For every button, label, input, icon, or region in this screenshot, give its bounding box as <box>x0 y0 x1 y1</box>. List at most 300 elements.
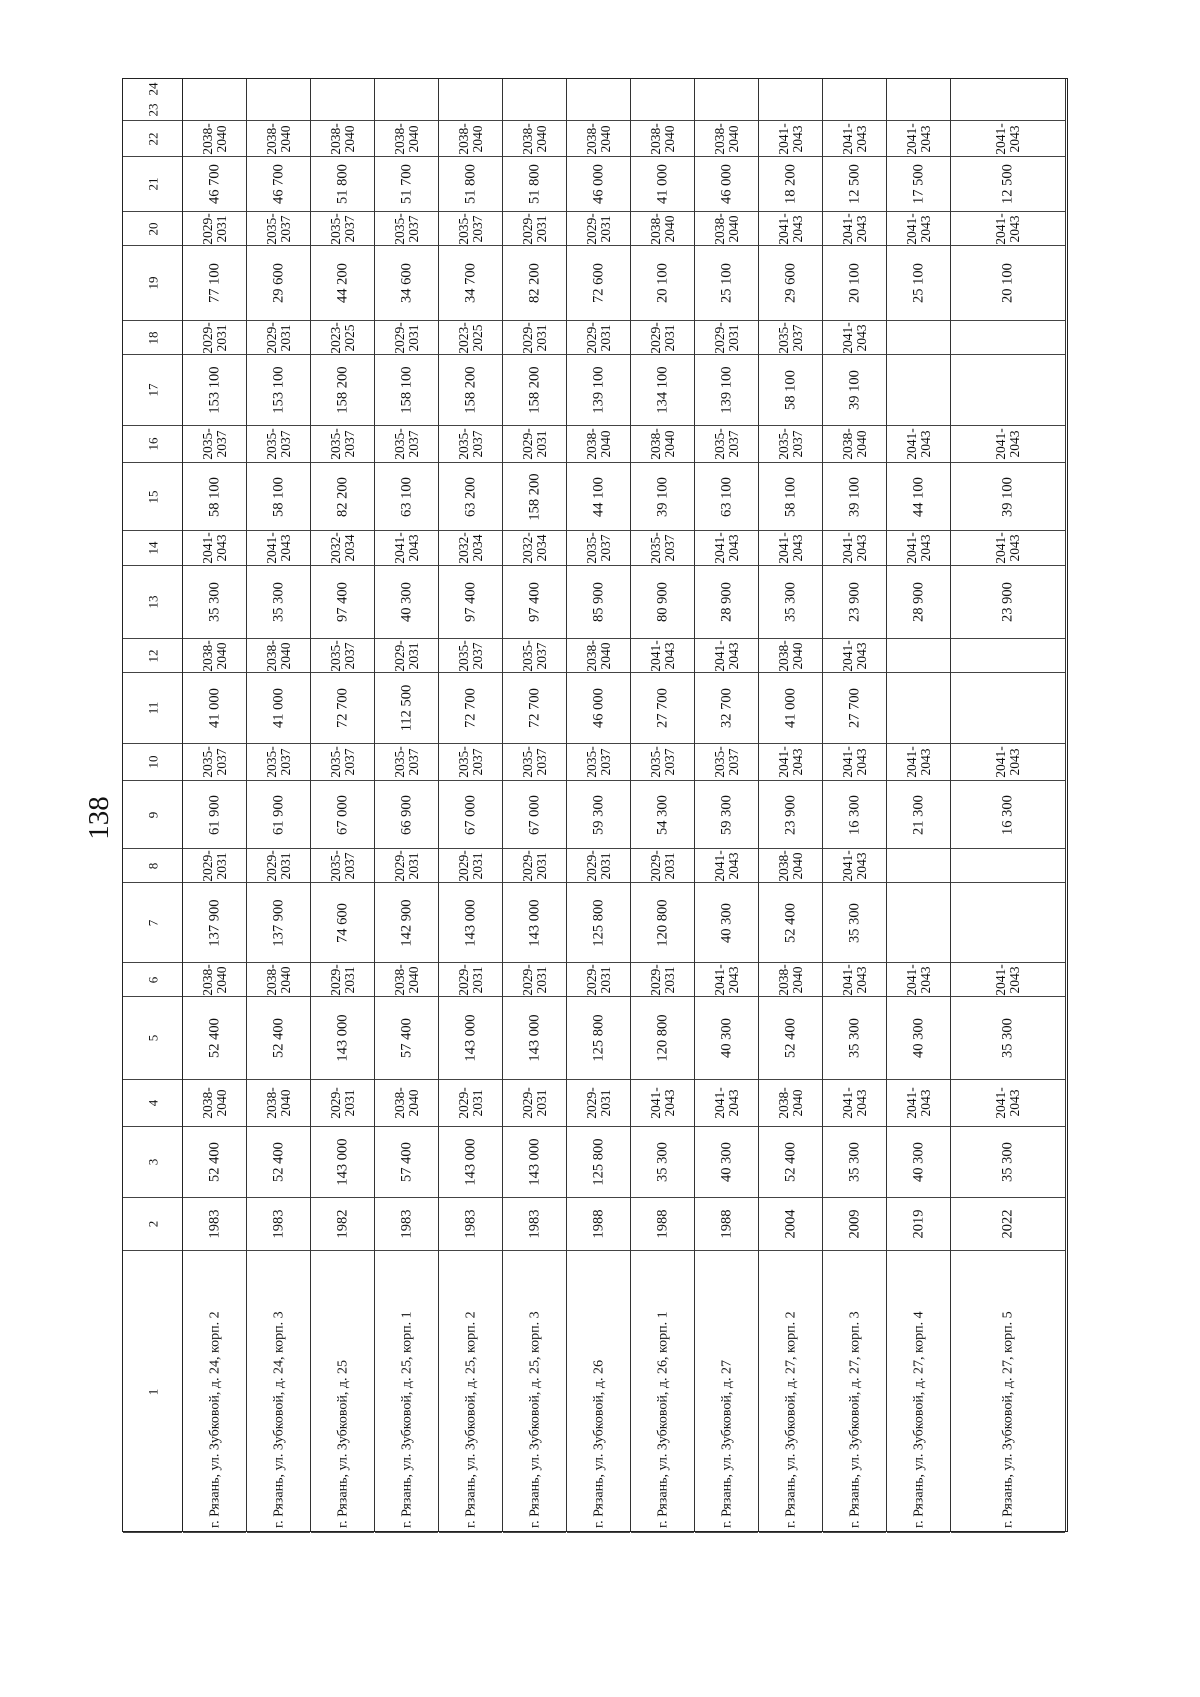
table-cell <box>951 212 1065 246</box>
table-cell <box>759 997 822 1080</box>
table-cell <box>375 321 438 355</box>
cell-value: 40 300 <box>910 1142 926 1182</box>
table-cell <box>439 883 502 963</box>
table-cell <box>823 963 886 997</box>
table-cell <box>695 321 758 355</box>
address-cell <box>887 1251 950 1533</box>
table-cell <box>887 997 950 1080</box>
table-cell <box>247 355 310 426</box>
table-cell <box>695 566 758 639</box>
cell-value: 35 300 <box>999 1142 1016 1182</box>
table-cell <box>695 1080 758 1127</box>
table-cell <box>375 246 438 321</box>
table-cell <box>759 1127 822 1198</box>
table-cell <box>311 355 374 426</box>
table-cell <box>631 1080 694 1127</box>
table-cell <box>375 997 438 1080</box>
cell-value: 2041- 2043 <box>903 122 933 155</box>
cell-value: 85 900 <box>590 582 606 622</box>
table-cell <box>951 79 1065 99</box>
cell-value: 28 900 <box>910 582 926 622</box>
cell-value: 18 200 <box>782 164 798 204</box>
table-cell <box>183 566 246 639</box>
table-cell <box>567 963 630 997</box>
table-cell <box>439 781 502 849</box>
table-cell <box>951 673 1065 744</box>
table-cell <box>695 531 758 566</box>
table-cell <box>247 121 310 157</box>
table-cell <box>887 1198 950 1251</box>
table-cell <box>567 426 630 463</box>
table-cell <box>951 157 1065 212</box>
column-number-cell <box>123 157 182 212</box>
cell-value: 39 100 <box>654 476 670 517</box>
table-cell <box>887 321 950 355</box>
table-cell <box>439 997 502 1080</box>
table-cell <box>311 566 374 639</box>
table-cell <box>631 426 694 463</box>
cell-value: 1983 <box>206 1209 222 1239</box>
table-cell <box>311 781 374 849</box>
table-cell <box>183 639 246 673</box>
column-number: 3 <box>145 1158 160 1166</box>
table-cell <box>695 673 758 744</box>
cell-value: 61 900 <box>270 794 286 835</box>
cell-value: 58 100 <box>782 476 798 517</box>
cell-value: 2038- 2040 <box>647 428 677 460</box>
cell-value: 2041- 2043 <box>993 212 1022 245</box>
cell-value: 2023- 2025 <box>327 321 357 354</box>
column-number: 2 <box>145 1220 160 1228</box>
address-text: г. Рязань, ул. Зубковой, д. 27 <box>719 1359 734 1528</box>
cell-value: 2029- 2031 <box>519 1087 549 1119</box>
column-number: 15 <box>145 490 160 503</box>
table-cell <box>439 321 502 355</box>
cell-value: 2038- 2040 <box>711 212 741 245</box>
cell-value: 2029- 2031 <box>583 212 613 245</box>
table-cell <box>759 781 822 849</box>
table-cell <box>567 99 630 121</box>
cell-value: 29 600 <box>270 263 286 303</box>
column-number-cell <box>123 246 182 321</box>
table-cell <box>695 639 758 673</box>
table-cell <box>887 673 950 744</box>
cell-value: 158 100 <box>398 366 414 414</box>
table-cell <box>311 531 374 566</box>
table-cell <box>183 531 246 566</box>
cell-value: 63 100 <box>718 476 734 517</box>
table-cell <box>439 1198 502 1251</box>
cell-value: 61 900 <box>206 794 222 835</box>
table-row <box>823 79 887 1531</box>
table-cell <box>823 883 886 963</box>
cell-value: 139 100 <box>590 366 606 414</box>
table-cell <box>503 121 566 157</box>
page-number: 138 <box>83 796 115 840</box>
column-number-cell <box>123 426 182 463</box>
table-cell <box>567 355 630 426</box>
table-row <box>375 79 439 1531</box>
cell-value: 137 900 <box>206 898 222 947</box>
cell-value: 40 300 <box>398 582 414 622</box>
table-cell <box>439 79 502 99</box>
table-cell <box>183 781 246 849</box>
table-cell <box>567 1080 630 1127</box>
cell-value: 143 000 <box>526 898 542 947</box>
column-number-cell <box>123 99 182 121</box>
cell-value: 52 400 <box>782 902 798 943</box>
cell-value: 2041- 2043 <box>711 639 741 672</box>
table-cell <box>951 246 1065 321</box>
table-cell <box>823 212 886 246</box>
cell-value: 2038- 2040 <box>775 849 805 882</box>
column-number-cell <box>123 963 182 997</box>
cell-value: 46 700 <box>270 164 286 204</box>
cell-value: 58 100 <box>206 476 222 517</box>
table-cell <box>759 121 822 157</box>
cell-value: 2029- 2031 <box>263 849 293 882</box>
table-cell <box>631 463 694 531</box>
table-cell <box>375 744 438 781</box>
cell-value: 143 000 <box>462 1014 478 1062</box>
cell-value: 2029- 2031 <box>583 321 613 354</box>
table-cell <box>695 963 758 997</box>
column-number: 4 <box>145 1099 160 1107</box>
table-cell <box>183 1127 246 1198</box>
table-cell <box>951 639 1065 673</box>
table-cell <box>823 566 886 639</box>
table-cell <box>567 1127 630 1198</box>
table-cell <box>503 963 566 997</box>
table-cell <box>631 997 694 1080</box>
table-cell <box>503 246 566 321</box>
address-text: г. Рязань, ул. Зубковой, д. 27, корп. 2 <box>783 1310 798 1528</box>
cell-value: 40 300 <box>718 902 734 943</box>
cell-value: 51 800 <box>526 164 542 204</box>
table-row <box>311 79 375 1531</box>
table-cell <box>311 744 374 781</box>
table-cell <box>759 883 822 963</box>
cell-value: 125 800 <box>590 1138 606 1186</box>
table-cell <box>503 566 566 639</box>
address-cell <box>567 1251 630 1533</box>
table-cell <box>375 1198 438 1251</box>
cell-value: 12 500 <box>846 164 862 204</box>
column-number-cell <box>123 566 182 639</box>
table-cell <box>439 121 502 157</box>
cell-value: 16 300 <box>999 794 1016 835</box>
table-cell <box>311 212 374 246</box>
table-cell <box>439 157 502 212</box>
cell-value: 2035- 2037 <box>519 639 549 672</box>
cell-value: 2041- 2043 <box>711 532 741 564</box>
column-number: 5 <box>145 1034 160 1042</box>
table-cell <box>311 639 374 673</box>
table-cell <box>887 121 950 157</box>
table-cell <box>375 99 438 121</box>
table-cell <box>695 1127 758 1198</box>
table-cell <box>759 157 822 212</box>
cell-value: 44 200 <box>334 263 350 303</box>
column-number-cell <box>123 321 182 355</box>
table-cell <box>247 246 310 321</box>
table-cell <box>439 212 502 246</box>
cell-value: 2029- 2031 <box>583 1087 613 1119</box>
table-cell <box>951 121 1065 157</box>
table-cell <box>759 426 822 463</box>
cell-value: 2023- 2025 <box>455 321 485 354</box>
cell-value: 2022 <box>999 1209 1016 1239</box>
table-cell <box>183 426 246 463</box>
table-cell <box>439 963 502 997</box>
cell-value: 2041- 2043 <box>263 532 293 564</box>
table-cell <box>503 1080 566 1127</box>
cell-value: 39 100 <box>846 476 862 517</box>
cell-value: 2035- 2037 <box>455 746 485 778</box>
table-cell <box>247 744 310 781</box>
cell-value: 54 300 <box>654 794 670 835</box>
table-cell <box>183 963 246 997</box>
cell-value: 2035- 2037 <box>391 212 421 245</box>
cell-value: 2041- 2043 <box>839 963 869 996</box>
table-cell <box>823 79 886 99</box>
table-cell <box>567 997 630 1080</box>
cell-value: 23 900 <box>999 582 1016 622</box>
table-row <box>887 79 951 1531</box>
cell-value: 2029- 2031 <box>327 1087 357 1119</box>
cell-value: 2035- 2037 <box>391 428 421 460</box>
cell-value: 143 000 <box>462 898 478 947</box>
cell-value: 2041- 2043 <box>711 963 741 996</box>
cell-value: 72 600 <box>590 263 606 303</box>
cell-value: 52 400 <box>206 1018 222 1058</box>
table-cell <box>695 781 758 849</box>
table-cell <box>247 673 310 744</box>
cell-value: 67 000 <box>526 794 542 835</box>
cell-value: 143 000 <box>526 1138 542 1186</box>
cell-value: 2041- 2043 <box>711 849 741 882</box>
cell-value: 2035- 2037 <box>391 746 421 778</box>
table-cell <box>631 781 694 849</box>
cell-value: 35 300 <box>782 582 798 622</box>
table-cell <box>823 157 886 212</box>
cell-value: 1983 <box>462 1209 478 1239</box>
table-cell <box>823 1080 886 1127</box>
table-cell <box>823 99 886 121</box>
table-cell <box>759 79 822 99</box>
cell-value: 2041- 2043 <box>993 746 1022 778</box>
cell-value: 2041- 2043 <box>775 122 805 155</box>
table-cell <box>951 531 1065 566</box>
cell-value: 2041- 2043 <box>839 1087 869 1119</box>
table-cell <box>823 246 886 321</box>
table-cell <box>503 99 566 121</box>
table-cell <box>759 673 822 744</box>
table-cell <box>759 566 822 639</box>
cell-value: 82 200 <box>526 263 542 303</box>
table-cell <box>695 121 758 157</box>
cell-value: 27 700 <box>654 688 670 728</box>
cell-value: 2029- 2031 <box>647 963 677 996</box>
cell-value: 125 800 <box>590 898 606 947</box>
cell-value: 143 000 <box>334 1014 350 1062</box>
cell-value: 72 700 <box>462 688 478 728</box>
cell-value: 2038- 2040 <box>199 963 229 996</box>
table-row <box>183 79 247 1531</box>
table-cell <box>439 246 502 321</box>
table-cell <box>247 157 310 212</box>
table-cell <box>311 463 374 531</box>
table-cell <box>311 1127 374 1198</box>
cell-value: 2035- 2037 <box>647 532 677 564</box>
cell-value: 46 000 <box>590 164 606 204</box>
table-cell <box>503 673 566 744</box>
cell-value: 2041- 2043 <box>903 963 933 996</box>
cell-value: 137 900 <box>270 898 286 947</box>
table-cell <box>183 673 246 744</box>
cell-value: 2035- 2037 <box>775 428 805 460</box>
cell-value: 2035- 2037 <box>775 321 805 354</box>
table-cell <box>951 1127 1065 1198</box>
table-cell <box>759 639 822 673</box>
table-cell <box>695 1198 758 1251</box>
cell-value: 34 700 <box>462 263 478 303</box>
table-cell <box>951 1198 1065 1251</box>
table-cell <box>247 426 310 463</box>
cell-value: 58 100 <box>270 476 286 517</box>
cell-value: 2035- 2037 <box>327 746 357 778</box>
cell-value: 120 800 <box>654 1014 670 1062</box>
table-cell <box>183 1080 246 1127</box>
column-number-cell <box>123 355 182 426</box>
table-cell <box>887 1127 950 1198</box>
table-cell <box>887 99 950 121</box>
column-number: 14 <box>145 541 160 555</box>
column-number: 9 <box>145 811 160 818</box>
cell-value: 2038- 2040 <box>583 639 613 672</box>
table-cell <box>311 79 374 99</box>
cell-value: 35 300 <box>270 582 286 622</box>
cell-value: 74 600 <box>334 902 350 943</box>
table-cell <box>567 781 630 849</box>
table-cell <box>887 79 950 99</box>
cell-value: 2035- 2037 <box>455 639 485 672</box>
cell-value: 16 300 <box>846 794 862 835</box>
address-text: г. Рязань, ул. Зубковой, д. 25 <box>335 1359 350 1528</box>
cell-value: 25 100 <box>910 263 926 303</box>
column-number-header <box>123 79 183 1531</box>
cell-value: 34 600 <box>398 263 414 303</box>
table-cell <box>823 121 886 157</box>
table-cell <box>311 673 374 744</box>
cell-value: 1988 <box>718 1209 734 1239</box>
cell-value: 35 300 <box>846 902 862 943</box>
table-cell <box>951 849 1065 883</box>
cell-value: 2035- 2037 <box>647 746 677 778</box>
column-number-cell <box>123 212 182 246</box>
cell-value: 143 000 <box>526 1014 542 1062</box>
table-cell <box>439 531 502 566</box>
table-cell <box>311 157 374 212</box>
table-cell <box>887 639 950 673</box>
address-cell <box>695 1251 758 1533</box>
column-number-cell <box>123 639 182 673</box>
cell-value: 40 300 <box>718 1018 734 1058</box>
column-number-cell <box>123 1080 182 1127</box>
address-cell <box>759 1251 822 1533</box>
cell-value: 2038- 2040 <box>647 212 677 245</box>
cell-value: 2041- 2043 <box>391 532 421 564</box>
table-cell <box>183 997 246 1080</box>
cell-value: 2038- 2040 <box>263 639 293 672</box>
cell-value: 143 000 <box>462 1138 478 1186</box>
address-text: г. Рязань, ул. Зубковой, д. 27, корп. 3 <box>847 1310 862 1528</box>
cell-value: 2041- 2043 <box>839 321 869 354</box>
cell-value: 29 600 <box>782 263 798 303</box>
table-cell <box>311 321 374 355</box>
cell-value: 2038- 2040 <box>391 122 421 155</box>
column-number: 21 <box>145 177 160 191</box>
cell-value: 139 100 <box>718 366 734 414</box>
cell-value: 2032- 2034 <box>327 532 357 564</box>
table-cell <box>567 744 630 781</box>
table-cell <box>951 883 1065 963</box>
cell-value: 23 900 <box>846 582 862 622</box>
cell-value: 2041- 2043 <box>647 639 677 672</box>
cell-value: 2019 <box>910 1209 926 1239</box>
cell-value: 2029- 2031 <box>455 849 485 882</box>
cell-value: 2038- 2040 <box>391 963 421 996</box>
cell-value: 66 900 <box>398 794 414 835</box>
address-cell <box>439 1251 502 1533</box>
cell-value: 2009 <box>846 1209 862 1239</box>
cell-value: 72 700 <box>334 688 350 728</box>
table-cell <box>631 744 694 781</box>
table-cell <box>887 531 950 566</box>
cell-value: 2035- 2037 <box>711 746 741 778</box>
column-number-cell <box>123 1198 182 1251</box>
table-cell <box>375 963 438 997</box>
table-row <box>439 79 503 1531</box>
cell-value: 2041- 2043 <box>839 122 869 155</box>
cell-value: 2035- 2037 <box>583 532 613 564</box>
cell-value: 2041- 2043 <box>993 532 1022 564</box>
table-cell <box>503 849 566 883</box>
cell-value: 27 700 <box>846 688 862 728</box>
table-cell <box>951 321 1065 355</box>
table-cell <box>247 997 310 1080</box>
cell-value: 59 300 <box>590 794 606 835</box>
cell-value: 2035- 2037 <box>327 428 357 460</box>
cell-value: 12 500 <box>999 164 1016 204</box>
table-cell <box>759 355 822 426</box>
cell-value: 44 100 <box>590 476 606 517</box>
table-cell <box>503 426 566 463</box>
table-cell <box>503 744 566 781</box>
table-cell <box>759 246 822 321</box>
table-cell <box>503 463 566 531</box>
cell-value: 158 200 <box>526 366 542 414</box>
table-cell <box>503 531 566 566</box>
table-cell <box>503 883 566 963</box>
table-cell <box>375 121 438 157</box>
column-number: 10 <box>145 755 160 769</box>
table-cell <box>951 426 1065 463</box>
cell-value: 2029- 2031 <box>647 321 677 354</box>
column-number: 8 <box>145 862 160 869</box>
table-cell <box>247 566 310 639</box>
column-number: 16 <box>145 437 160 451</box>
